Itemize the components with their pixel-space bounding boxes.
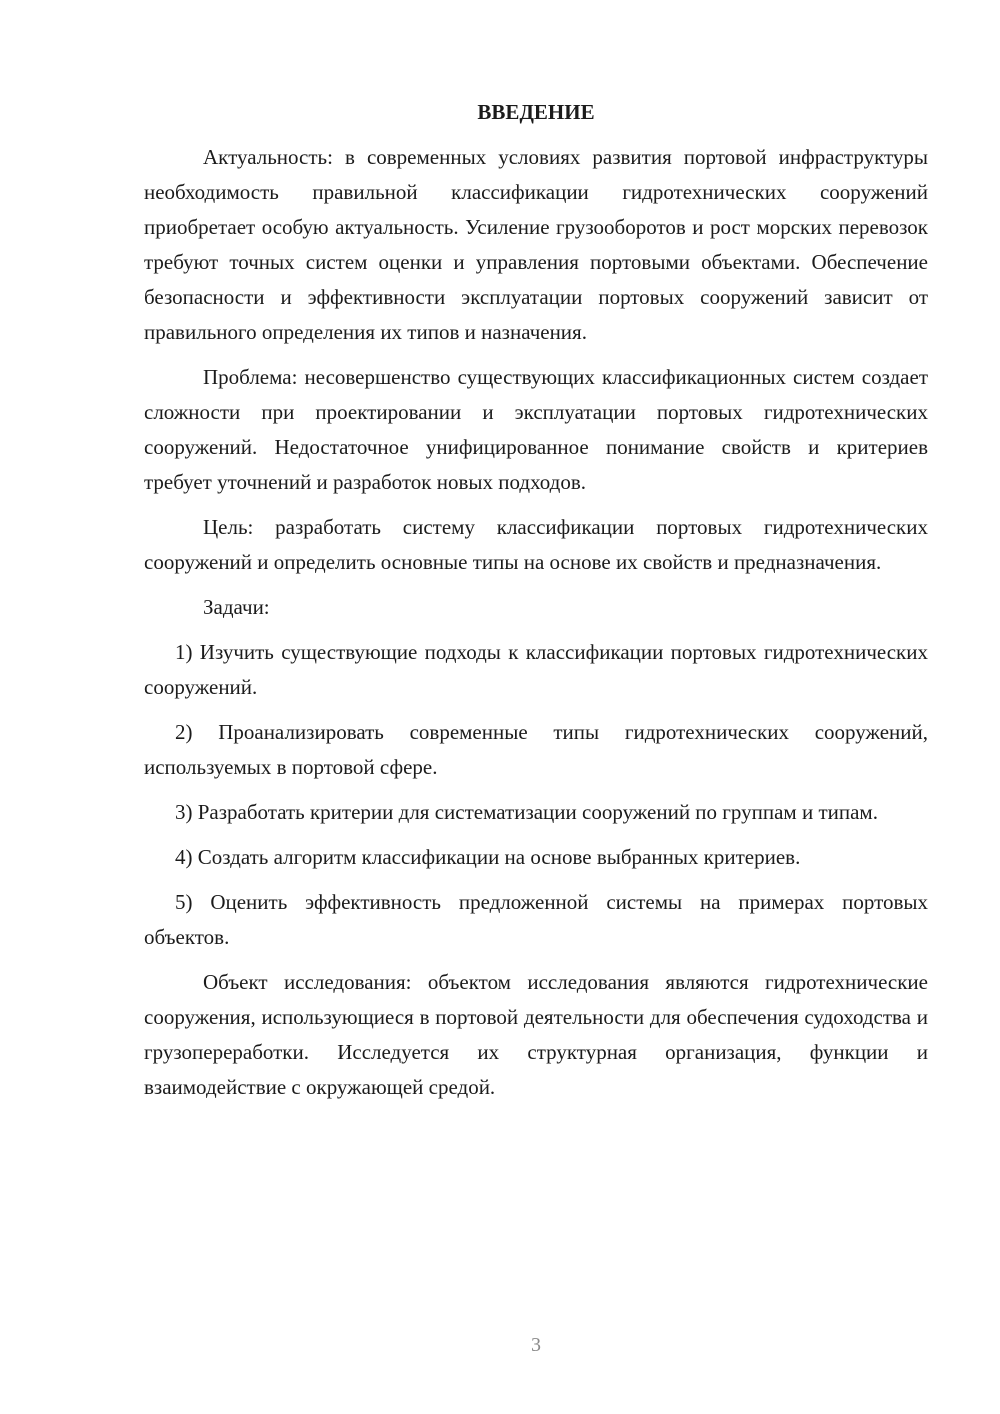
paragraph-relevance: Актуальность: в современных условиях развития портовой инфраструктуры необходимость правильной классификации гидротехнических сооружений приобретает особую актуальность. Усиление грузооборотов и рост морских перевозок требуют точных систем оценки и управления портовыми объектами. Обеспечение безопасности и эффективности эксплуатации портовых сооружений зависит от правильного определения их типов и назначения. xyxy=(144,145,928,344)
document-body xyxy=(144,95,928,1115)
paragraph-problem: Проблема: несовершенство существующих классификационных систем создает сложности при проектировании и эксплуатации портовых гидротехнических сооружений. Недостаточное унифицированное понимание свойств и критериев требует уточнений и разработок новых подходов. xyxy=(144,365,928,494)
task-item-1: 1) Изучить существующие подходы к классификации портовых гидротехнических сооружений. xyxy=(144,640,928,699)
task-item-4: 4) Создать алгоритм классификации на основе выбранных критериев. xyxy=(175,845,801,869)
task-item-5: 5) Оценить эффективность предложенной системы на примерах портовых объектов. xyxy=(144,890,928,949)
tasks-label: Задачи: xyxy=(203,595,270,619)
page-number: 3 xyxy=(531,1334,541,1356)
section-title: ВВЕДЕНИЕ xyxy=(477,100,595,124)
task-item-2: 2) Проанализировать современные типы гидротехнических сооружений, используемых в портовой сфере. xyxy=(144,720,928,779)
paragraph-goal: Цель: разработать систему классификации портовых гидротехнических сооружений и определить основные типы на основе их свойств и предназначения. xyxy=(144,515,928,574)
task-item-3: 3) Разработать критерии для систематизации сооружений по группам и типам. xyxy=(175,800,878,824)
paragraph-object: Объект исследования: объектом исследования являются гидротехнические сооружения, использующиеся в портовой деятельности для обеспечения судоходства и грузопереработки. Исследуется их структурная организация, функции и взаимодействие с окружающей средой. xyxy=(144,970,928,1099)
